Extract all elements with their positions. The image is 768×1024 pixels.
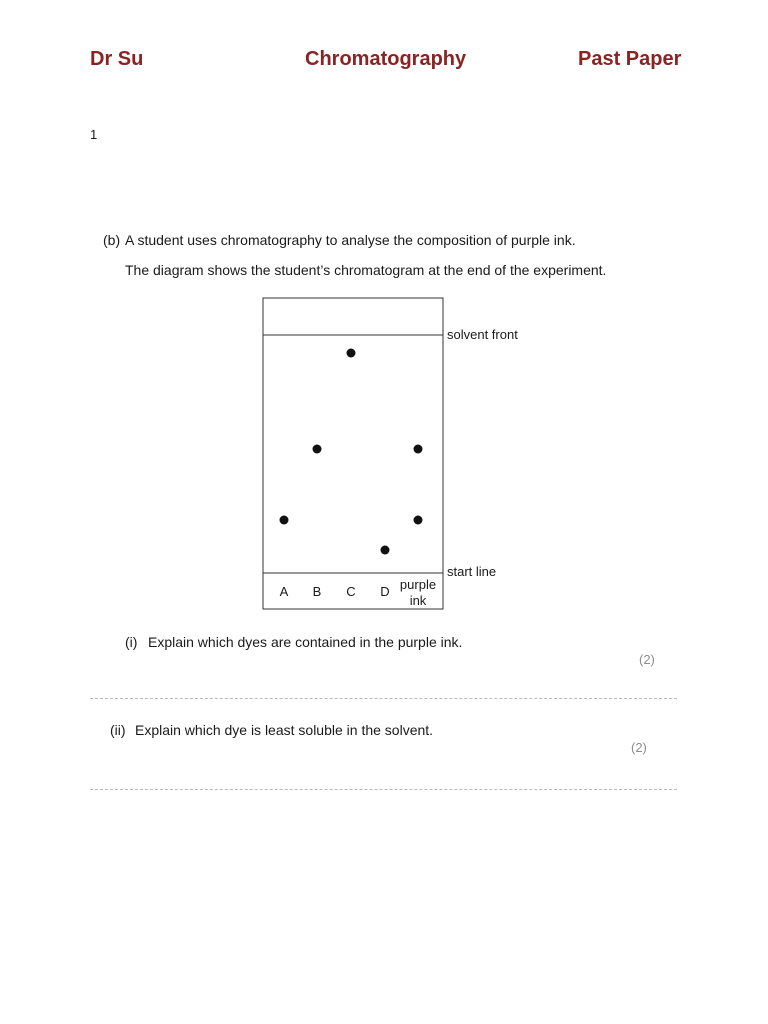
lane-a-label: A — [279, 584, 289, 599]
part-b-text: A student uses chromatography to analyse the composition of purple ink. — [125, 232, 576, 248]
spot-c-1 — [347, 349, 356, 358]
header-topic: Chromatography — [305, 48, 467, 70]
purple-ink-label-line1: purple — [399, 577, 437, 592]
paper-outline — [263, 298, 443, 609]
sub-ii-text: Explain which dye is least soluble in the solvent. — [135, 722, 434, 738]
spot-b-1 — [313, 445, 322, 454]
solvent-front-label: solvent front — [447, 327, 518, 342]
sub-i-text: Explain which dyes are contained in the purple ink. — [148, 634, 463, 650]
spot-purple-2 — [414, 516, 423, 525]
chromatogram-diagram — [255, 290, 555, 620]
question-number: 1 — [90, 127, 98, 142]
sub-i-label: (i) — [125, 634, 138, 650]
sub-i-marks: (2) — [639, 652, 655, 667]
header-type: Past Paper — [578, 48, 682, 70]
lane-b-label: B — [312, 584, 322, 599]
answer-line-i — [90, 698, 677, 699]
header-author: Dr Su — [90, 48, 144, 70]
start-line-label: start line — [447, 564, 497, 579]
sub-ii-label: (ii) — [110, 722, 126, 738]
sub-ii-marks: (2) — [631, 740, 647, 755]
part-b-label: (b) — [103, 232, 121, 248]
lane-d-label: D — [380, 584, 390, 599]
lane-c-label: C — [346, 584, 356, 599]
purple-ink-label-line2: ink — [409, 593, 427, 608]
spot-a-1 — [280, 516, 289, 525]
spot-d-1 — [381, 546, 390, 555]
spot-purple-1 — [414, 445, 423, 454]
diagram-intro: The diagram shows the student’s chromatogram at the end of the experiment. — [125, 262, 607, 278]
answer-line-ii — [90, 789, 677, 790]
